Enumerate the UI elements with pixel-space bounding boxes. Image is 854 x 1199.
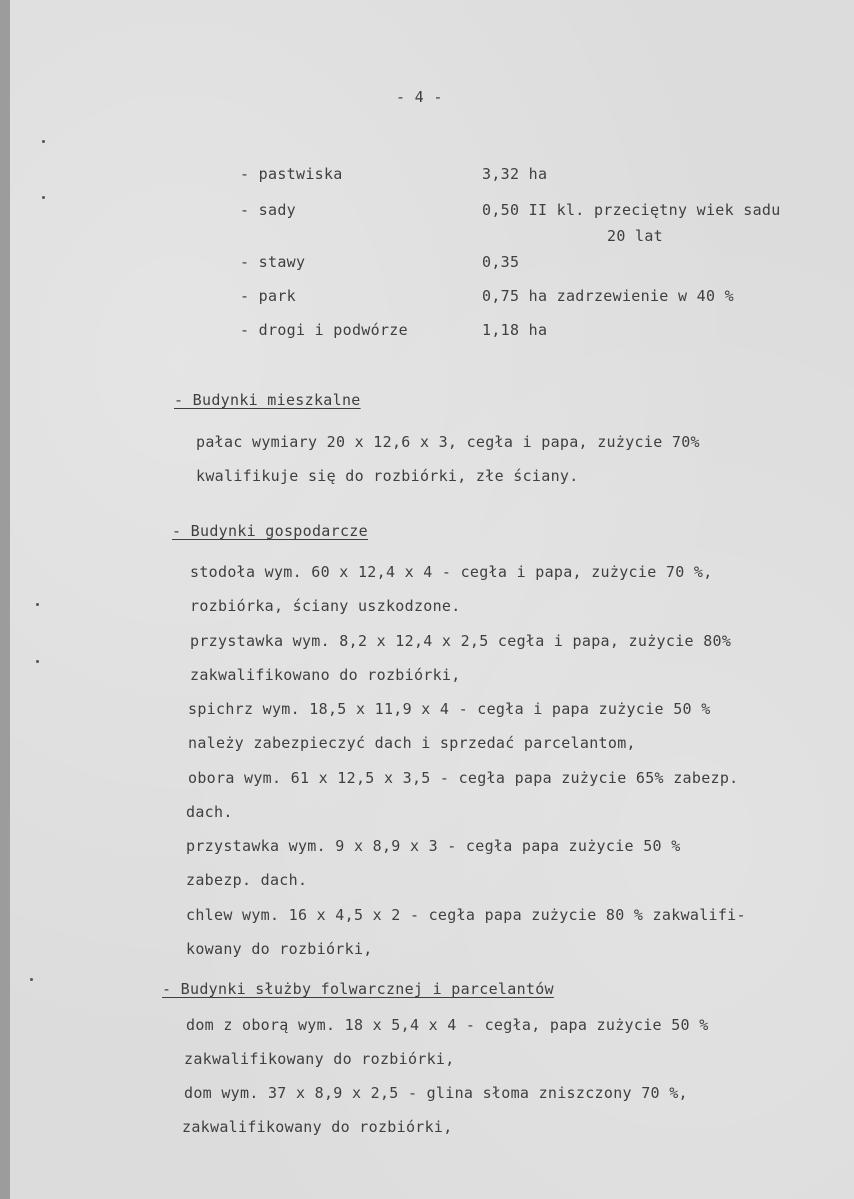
land-item-value: 3,32 ha <box>482 165 548 183</box>
section-line: zakwalifikowano do rozbiórki, <box>190 666 461 684</box>
section-heading: - Budynki służby folwarcznej i parcelantów <box>162 980 554 998</box>
paper-speck <box>36 660 39 663</box>
section-line: obora wym. 61 x 12,5 x 3,5 - cegła papa zużycie 65% zabezp. <box>188 769 739 787</box>
section-line: dom wym. 37 x 8,9 x 2,5 - glina słoma zniszczony 70 %, <box>184 1084 688 1102</box>
paper-speck <box>42 196 45 199</box>
land-item-label: - stawy <box>240 253 306 271</box>
section-line: zakwalifikowany do rozbiórki, <box>184 1050 455 1068</box>
paper-speck <box>36 603 39 606</box>
section-line: przystawka wym. 9 x 8,9 x 3 - cegła papa zużycie 50 % <box>186 837 681 855</box>
land-item-label: - pastwiska <box>240 165 343 183</box>
section-line: zakwalifikowany do rozbiórki, <box>182 1118 453 1136</box>
paper-speck <box>30 978 33 981</box>
land-item-value-continued: 20 lat <box>607 227 663 245</box>
section-heading: - Budynki gospodarcze <box>172 522 368 540</box>
section-line: rozbiórka, ściany uszkodzone. <box>190 597 461 615</box>
section-line: dom z oborą wym. 18 x 5,4 x 4 - cegła, papa zużycie 50 % <box>186 1016 709 1034</box>
land-item-label: - drogi i podwórze <box>240 321 408 339</box>
section-line: chlew wym. 16 x 4,5 x 2 - cegła papa zużycie 80 % zakwalifi- <box>186 906 746 924</box>
land-item-value: 1,18 ha <box>482 321 548 339</box>
section-line: zabezp. dach. <box>186 871 308 889</box>
land-item-label: - park <box>240 287 296 305</box>
paper-speck <box>42 140 45 143</box>
document-page <box>10 0 854 1199</box>
land-item-value: 0,75 ha zadrzewienie w 40 % <box>482 287 734 305</box>
section-line: pałac wymiary 20 x 12,6 x 3, cegła i papa, zużycie 70% <box>196 433 700 451</box>
section-line: należy zabezpieczyć dach i sprzedać parcelantom, <box>188 734 636 752</box>
land-item-value: 0,50 II kl. przeciętny wiek sadu <box>482 201 781 219</box>
land-item-label: - sady <box>240 201 296 219</box>
section-line: kwalifikuje się do rozbiórki, złe ściany. <box>196 467 579 485</box>
section-line: przystawka wym. 8,2 x 12,4 x 2,5 cegła i papa, zużycie 80% <box>190 632 732 650</box>
land-item-value: 0,35 <box>482 253 520 271</box>
section-line: stodoła wym. 60 x 12,4 x 4 - cegła i papa, zużycie 70 %, <box>190 563 713 581</box>
section-line: spichrz wym. 18,5 x 11,9 x 4 - cegła i papa zużycie 50 % <box>188 700 711 718</box>
section-heading: - Budynki mieszkalne <box>174 391 361 409</box>
section-line: dach. <box>186 803 233 821</box>
page-number: - 4 - <box>396 88 443 106</box>
section-line: kowany do rozbiórki, <box>186 940 373 958</box>
